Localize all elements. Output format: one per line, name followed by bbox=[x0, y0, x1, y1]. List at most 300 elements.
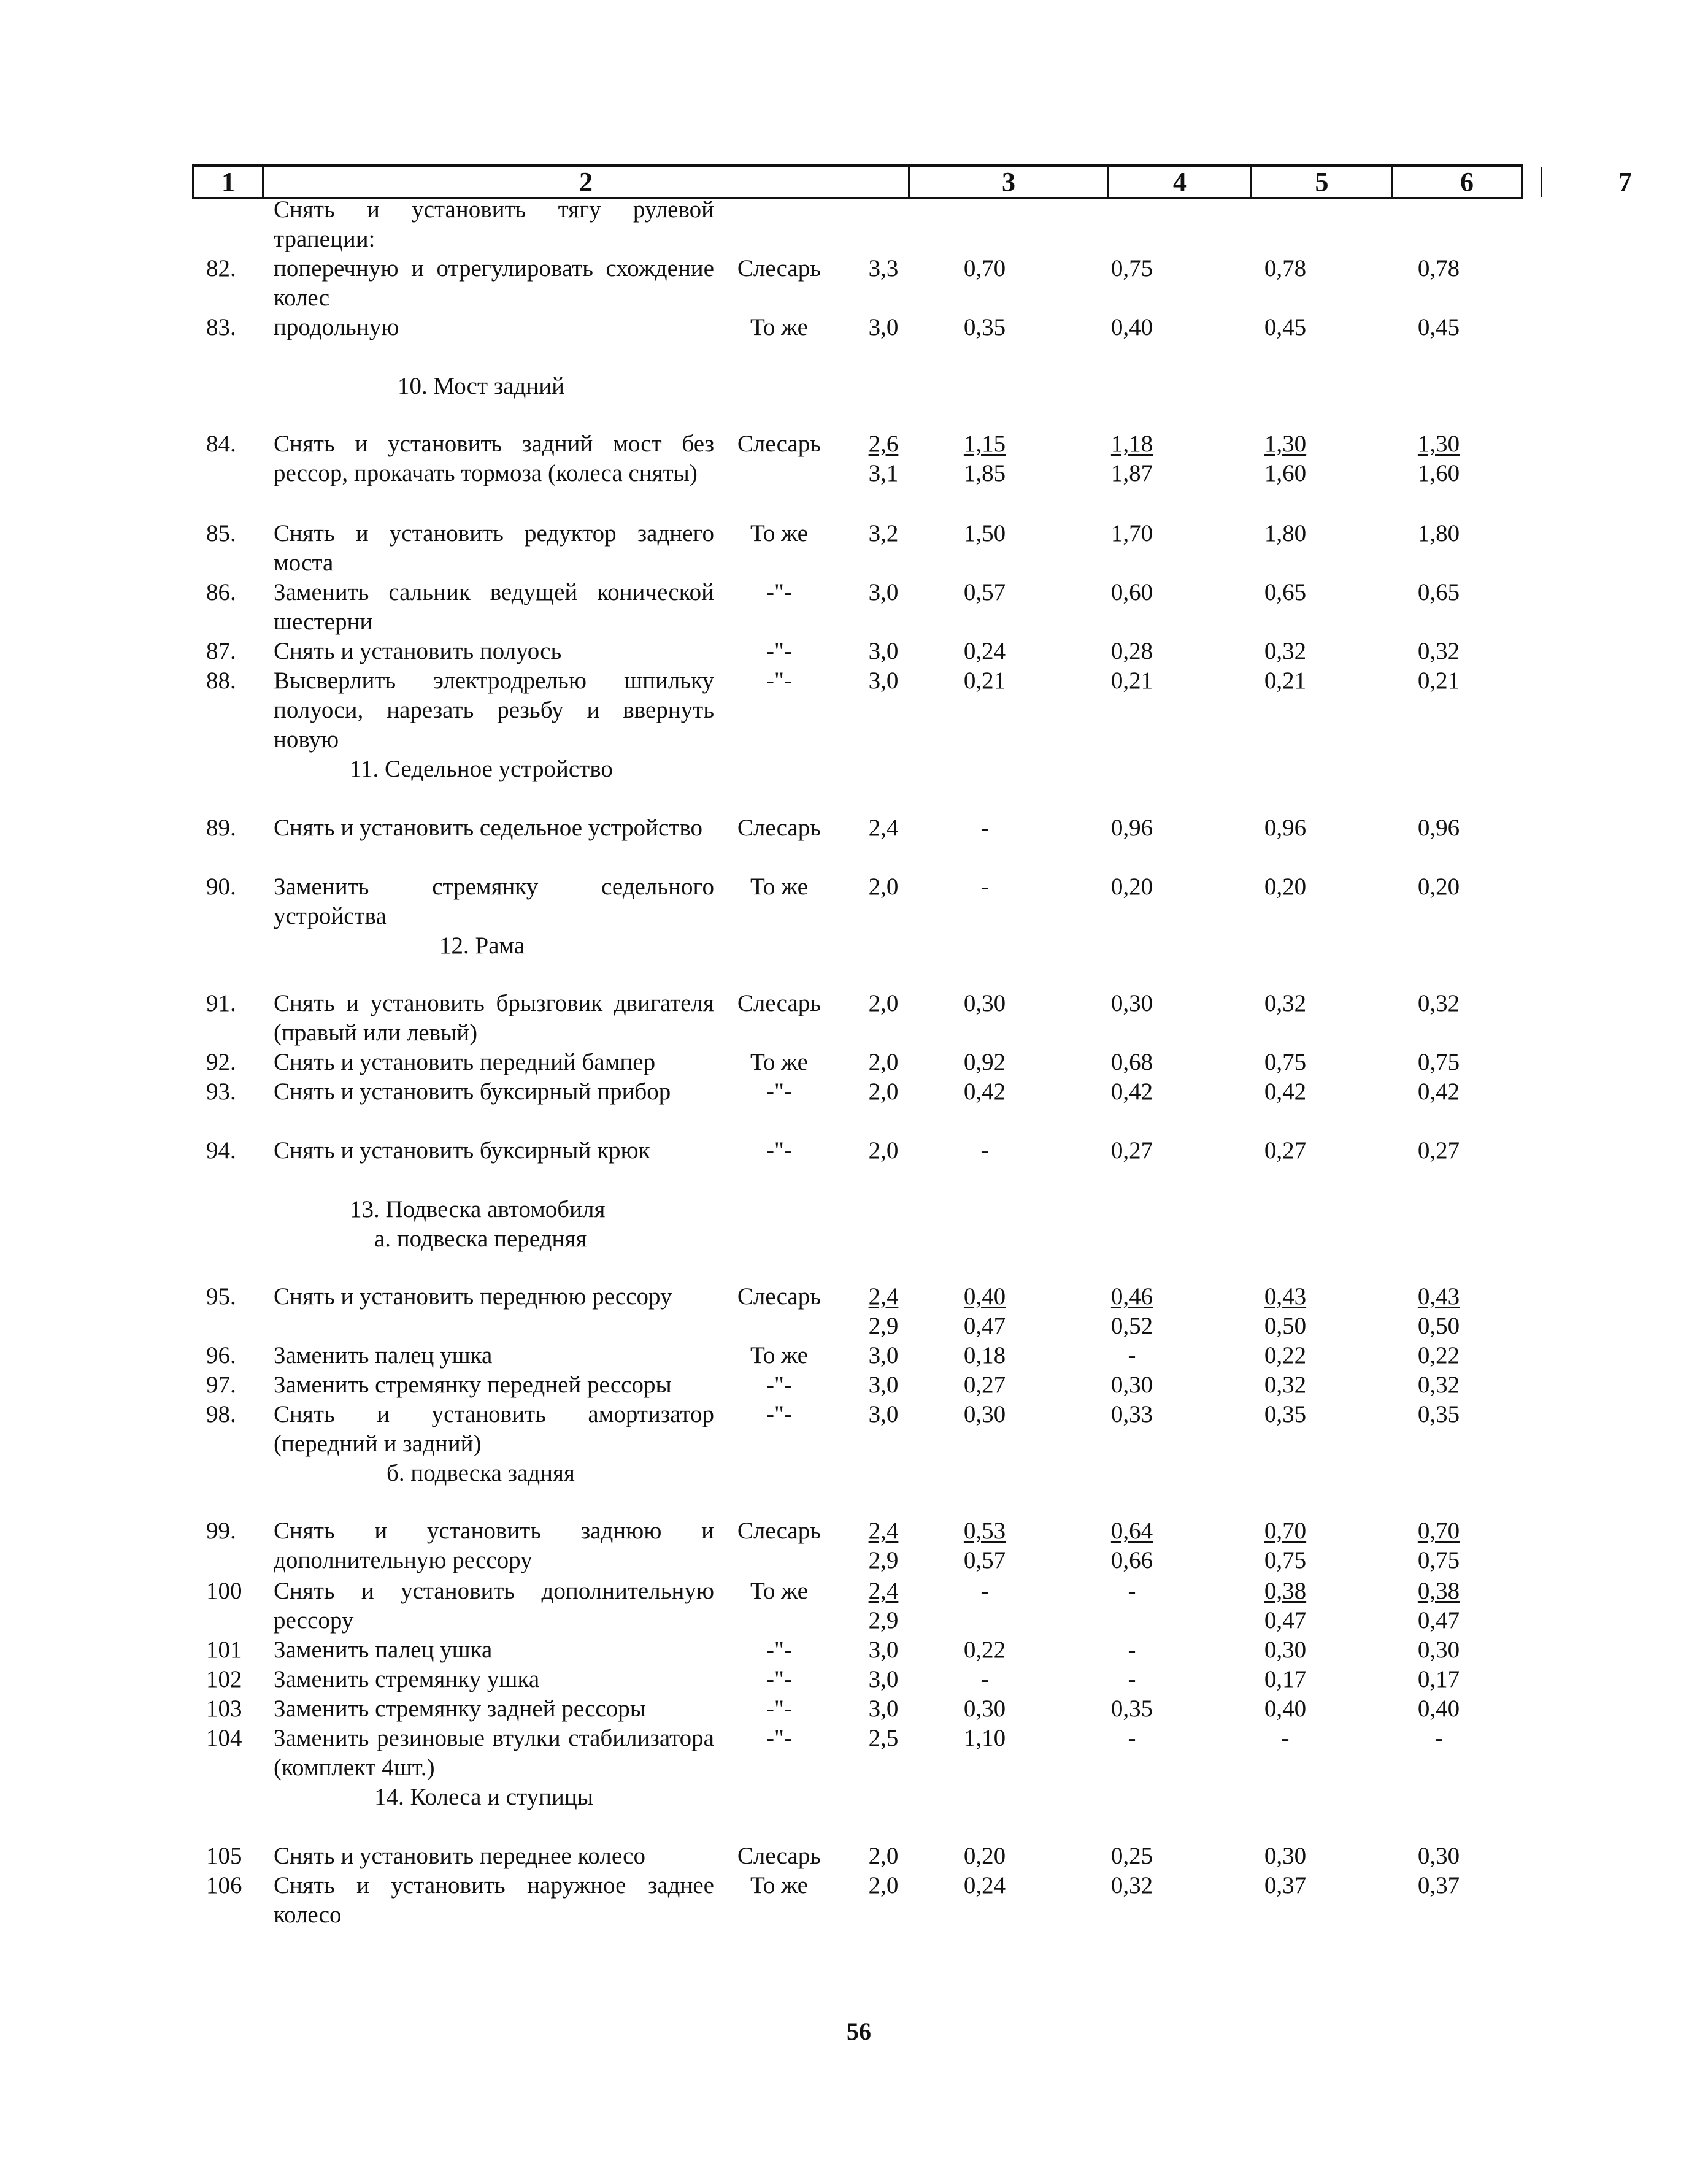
category-value bbox=[850, 578, 917, 607]
operation-description: Снять и установить седельное устройство bbox=[274, 815, 702, 841]
performer: Слесарь bbox=[737, 815, 821, 841]
row-number: 93. bbox=[206, 1078, 236, 1105]
cell-line: 0,40 bbox=[1417, 1695, 1460, 1722]
cell-line: 0,32 bbox=[1264, 1372, 1307, 1398]
norm-value bbox=[939, 1341, 1031, 1370]
norm-value bbox=[1086, 254, 1178, 283]
performer: -"- bbox=[766, 1372, 792, 1398]
cell-line: 0,32 bbox=[1264, 990, 1307, 1016]
category-value bbox=[850, 666, 917, 696]
cell-line: 3,3 bbox=[868, 255, 899, 282]
cell-line: 1,80 bbox=[1264, 520, 1307, 547]
norm-value bbox=[1086, 578, 1178, 607]
cell-line: 2,4 bbox=[868, 1283, 899, 1310]
cell-line: 0,52 bbox=[1110, 1313, 1153, 1339]
norm-value bbox=[1086, 1077, 1178, 1107]
cell-line: 1,60 bbox=[1264, 460, 1307, 486]
norm-value bbox=[1239, 313, 1331, 342]
cell-line: 0,50 bbox=[1264, 1313, 1307, 1339]
operation-description: Снять и установить брызговик двигателя (правый или левый) bbox=[274, 990, 714, 1046]
performer: Слесарь bbox=[737, 255, 821, 282]
norm-value bbox=[1239, 1341, 1331, 1370]
cell-line: 0,96 bbox=[1110, 815, 1153, 841]
cell-line: 0,64 bbox=[1110, 1518, 1153, 1544]
category-value bbox=[850, 1576, 917, 1635]
operation-description: Снять и установить редуктор заднего моста bbox=[274, 520, 714, 576]
cell-line: 0,37 bbox=[1264, 1872, 1307, 1899]
category-value bbox=[850, 519, 917, 548]
cell-line: 1,30 bbox=[1264, 431, 1307, 457]
cell-line: 3,0 bbox=[868, 1666, 899, 1692]
cell-line: 0,32 bbox=[1264, 638, 1307, 664]
norm-value bbox=[1239, 989, 1331, 1018]
cell-line: 0,92 bbox=[963, 1049, 1006, 1075]
norm-value bbox=[939, 1724, 1031, 1753]
cell-line: 0,30 bbox=[1264, 1637, 1307, 1663]
cell-line: 0,24 bbox=[963, 638, 1006, 664]
cell-line: 0,96 bbox=[1264, 815, 1307, 841]
operation-description: Снять и установить амортизатор (передний и задний) bbox=[274, 1401, 714, 1457]
cell-line: 1,70 bbox=[1110, 520, 1153, 547]
section-heading: 13. Подвеска автомобиля bbox=[350, 1196, 606, 1223]
row-number: 87. bbox=[206, 638, 236, 664]
norm-value bbox=[1393, 666, 1485, 696]
norm-value bbox=[1086, 429, 1178, 488]
norm-value bbox=[1393, 1694, 1485, 1724]
cell-line: 0,30 bbox=[1417, 1637, 1460, 1663]
cell-line: 0,21 bbox=[1417, 667, 1460, 694]
cell-line: 0,42 bbox=[1110, 1078, 1153, 1105]
cell-line: 0,78 bbox=[1417, 255, 1460, 282]
norm-value bbox=[1393, 1370, 1485, 1400]
norm-value bbox=[1086, 1841, 1178, 1871]
cell-line: 0,57 bbox=[963, 1547, 1006, 1573]
row-number: 86. bbox=[206, 579, 236, 605]
norm-value bbox=[1393, 1282, 1485, 1341]
cell-line: 0,30 bbox=[1417, 1843, 1460, 1869]
norm-value bbox=[939, 1282, 1031, 1341]
norm-value bbox=[1239, 1694, 1331, 1724]
cell-line: 0,20 bbox=[1417, 874, 1460, 900]
performer: -"- bbox=[766, 638, 792, 664]
cell-line: 0,35 bbox=[1110, 1695, 1153, 1722]
norm-value bbox=[1239, 1841, 1331, 1871]
performer: То же bbox=[750, 314, 808, 340]
norm-value bbox=[1239, 254, 1331, 283]
section-heading: 14. Колеса и ступицы bbox=[374, 1784, 593, 1810]
norm-value bbox=[1239, 1516, 1331, 1575]
performer: -"- bbox=[766, 1725, 792, 1751]
category-value bbox=[850, 1694, 917, 1724]
category-value bbox=[850, 1136, 917, 1165]
norm-value bbox=[939, 1400, 1031, 1429]
norm-value bbox=[1086, 313, 1178, 342]
operation-description: Заменить палец ушка bbox=[274, 1637, 493, 1663]
performer: То же bbox=[750, 1578, 808, 1604]
cell-line: 0,20 bbox=[963, 1843, 1006, 1869]
cell-line: 0,17 bbox=[1264, 1666, 1307, 1692]
performer: -"- bbox=[766, 667, 792, 694]
section-heading: 11. Седельное устройство bbox=[350, 756, 613, 782]
operation-description: продольную bbox=[274, 314, 399, 340]
norm-value bbox=[1086, 666, 1178, 696]
operation-description: Снять и установить переднюю рессору bbox=[274, 1283, 672, 1310]
row-number: 98. bbox=[206, 1401, 236, 1427]
cell-line: 0,43 bbox=[1264, 1283, 1307, 1310]
norm-value bbox=[939, 254, 1031, 283]
norm-value bbox=[939, 989, 1031, 1018]
cell-line: 0,30 bbox=[1110, 990, 1153, 1016]
norm-value bbox=[1239, 872, 1331, 902]
norm-value bbox=[1239, 1724, 1331, 1753]
cell-line: 0,21 bbox=[1110, 667, 1153, 694]
operation-description: Заменить резиновые втулки стабилизатора (комплект 4шт.) bbox=[274, 1725, 714, 1781]
norm-value bbox=[1393, 989, 1485, 1018]
row-number: 103 bbox=[206, 1695, 242, 1722]
cell-line: 3,0 bbox=[868, 1342, 899, 1369]
cell-line: - bbox=[980, 1578, 989, 1604]
norm-value bbox=[939, 813, 1031, 843]
category-value bbox=[850, 429, 917, 488]
norm-value bbox=[1086, 1665, 1178, 1694]
row-number: 88. bbox=[206, 667, 236, 694]
norm-value bbox=[1393, 872, 1485, 902]
cell-line: 3,0 bbox=[868, 579, 899, 605]
cell-line: 2,4 bbox=[868, 1578, 899, 1604]
operation-description: Заменить стремянку задней рессоры bbox=[274, 1695, 646, 1722]
category-value bbox=[850, 1724, 917, 1753]
norm-value bbox=[1086, 872, 1178, 902]
norm-value bbox=[939, 1871, 1031, 1900]
category-value bbox=[850, 1841, 917, 1871]
cell-line: 0,20 bbox=[1264, 874, 1307, 900]
row-number: 99. bbox=[206, 1518, 236, 1544]
row-number: 102 bbox=[206, 1666, 242, 1692]
norm-value bbox=[1393, 254, 1485, 283]
cell-line: 0,47 bbox=[963, 1313, 1006, 1339]
cell-line: 0,38 bbox=[1417, 1578, 1460, 1604]
norm-value bbox=[939, 1136, 1031, 1165]
cell-line: - bbox=[1128, 1725, 1136, 1751]
norm-value bbox=[939, 1077, 1031, 1107]
header-col-3: 3 bbox=[1002, 167, 1015, 197]
cell-line: 0,43 bbox=[1417, 1283, 1460, 1310]
cell-line: 3,0 bbox=[868, 638, 899, 664]
category-value bbox=[850, 1341, 917, 1370]
category-value bbox=[850, 1370, 917, 1400]
cell-line: 0,60 bbox=[1110, 579, 1153, 605]
cell-line: 0,32 bbox=[1110, 1872, 1153, 1899]
norm-value bbox=[1086, 1370, 1178, 1400]
norm-value bbox=[1393, 1724, 1485, 1753]
performer: Слесарь bbox=[737, 1843, 821, 1869]
norm-value bbox=[1086, 1136, 1178, 1165]
operation-description: Снять и установить буксирный крюк bbox=[274, 1137, 650, 1164]
row-number: 96. bbox=[206, 1342, 236, 1369]
category-value bbox=[850, 1635, 917, 1665]
norm-value bbox=[939, 666, 1031, 696]
cell-line: 3,0 bbox=[868, 314, 899, 340]
cell-line: 0,75 bbox=[1110, 255, 1153, 282]
cell-line: 0,27 bbox=[1110, 1137, 1153, 1164]
header-col-6: 6 bbox=[1460, 167, 1474, 197]
norm-value bbox=[1086, 813, 1178, 843]
performer: То же bbox=[750, 874, 808, 900]
performer: -"- bbox=[766, 1666, 792, 1692]
cell-line: 0,35 bbox=[963, 314, 1006, 340]
cell-line: 0,18 bbox=[963, 1342, 1006, 1369]
cell-line: 3,0 bbox=[868, 1695, 899, 1722]
cell-line: 1,60 bbox=[1417, 460, 1460, 486]
operation-description: Снять и установить буксирный прибор bbox=[274, 1078, 671, 1105]
row-number: 89. bbox=[206, 815, 236, 841]
cell-line: 2,5 bbox=[868, 1725, 899, 1751]
header-col-7: 7 bbox=[1618, 167, 1632, 197]
header-col-1: 1 bbox=[221, 167, 235, 197]
norm-value bbox=[1086, 1871, 1178, 1900]
norm-value bbox=[939, 1370, 1031, 1400]
cell-line: 0,22 bbox=[1417, 1342, 1460, 1369]
norm-value bbox=[939, 1576, 1031, 1606]
cell-line: 1,18 bbox=[1110, 431, 1153, 457]
operation-description: Снять и установить дополнительную рессору bbox=[274, 1578, 714, 1634]
operation-description: Снять и установить заднюю и дополнительную рессору bbox=[274, 1518, 714, 1573]
cell-line: 0,30 bbox=[963, 1401, 1006, 1427]
row-number: 100 bbox=[206, 1578, 242, 1604]
performer: -"- bbox=[766, 1637, 792, 1663]
norm-value bbox=[939, 1665, 1031, 1694]
cell-line: 0,27 bbox=[1417, 1137, 1460, 1164]
row-number: 92. bbox=[206, 1049, 236, 1075]
cell-line: 2,6 bbox=[868, 431, 899, 457]
cell-line: 0,75 bbox=[1264, 1547, 1307, 1573]
cell-line: 0,78 bbox=[1264, 255, 1307, 282]
row-number: 85. bbox=[206, 520, 236, 547]
cell-line: 3,2 bbox=[868, 520, 899, 547]
cell-line: - bbox=[980, 815, 989, 841]
cell-line: 0,70 bbox=[963, 255, 1006, 282]
row-number: 90. bbox=[206, 874, 236, 900]
norm-value bbox=[1239, 1136, 1331, 1165]
cell-line: 2,0 bbox=[868, 1872, 899, 1899]
performer: То же bbox=[750, 1872, 808, 1899]
cell-line: - bbox=[1128, 1637, 1136, 1663]
category-value bbox=[850, 872, 917, 902]
operation-description: Снять и установить передний бампер bbox=[274, 1049, 656, 1075]
norm-value bbox=[1393, 519, 1485, 548]
cell-line: - bbox=[1434, 1725, 1443, 1751]
category-value bbox=[850, 1048, 917, 1077]
cell-line: 0,40 bbox=[1264, 1695, 1307, 1722]
cell-line: 0,40 bbox=[1110, 314, 1153, 340]
performer: -"- bbox=[766, 1695, 792, 1722]
cell-line: 1,10 bbox=[963, 1725, 1006, 1751]
norm-value bbox=[1393, 1871, 1485, 1900]
cell-line: 1,87 bbox=[1110, 460, 1153, 486]
row-number: 82. bbox=[206, 255, 236, 282]
cell-line: 0,57 bbox=[963, 579, 1006, 605]
category-value bbox=[850, 813, 917, 843]
cell-line: 0,17 bbox=[1417, 1666, 1460, 1692]
row-number: 106 bbox=[206, 1872, 242, 1899]
operation-description: поперечную и отрегулировать схождение колес bbox=[274, 255, 714, 311]
section-heading: 12. Рама bbox=[439, 932, 525, 959]
row-number: 83. bbox=[206, 314, 236, 340]
cell-line: 0,46 bbox=[1110, 1283, 1153, 1310]
cell-line: 2,0 bbox=[868, 1137, 899, 1164]
cell-line: 3,1 bbox=[868, 460, 899, 486]
cell-line: - bbox=[980, 1666, 989, 1692]
norm-value bbox=[1393, 1077, 1485, 1107]
row-number: 94. bbox=[206, 1137, 236, 1164]
cell-line: 0,45 bbox=[1417, 314, 1460, 340]
cell-line: 0,65 bbox=[1264, 579, 1307, 605]
section-heading: а. подвеска передняя bbox=[374, 1226, 587, 1252]
cell-line: 0,30 bbox=[1110, 1372, 1153, 1398]
norm-value bbox=[939, 1048, 1031, 1077]
norm-value bbox=[1086, 1576, 1178, 1606]
norm-value bbox=[939, 578, 1031, 607]
operation-description: Снять и установить наружное заднее колесо bbox=[274, 1872, 714, 1928]
cell-line: 2,9 bbox=[868, 1607, 899, 1634]
cell-line: 0,28 bbox=[1110, 638, 1153, 664]
performer: -"- bbox=[766, 1078, 792, 1105]
performer: Слесарь bbox=[737, 431, 821, 457]
norm-value bbox=[939, 313, 1031, 342]
norm-value bbox=[939, 637, 1031, 666]
cell-line: 1,85 bbox=[963, 460, 1006, 486]
norm-value bbox=[939, 1635, 1031, 1665]
norm-value bbox=[1086, 1516, 1178, 1575]
cell-line: 0,70 bbox=[1417, 1518, 1460, 1544]
row-number: 104 bbox=[206, 1725, 242, 1751]
cell-line: 0,75 bbox=[1417, 1049, 1460, 1075]
norm-value bbox=[1239, 1370, 1331, 1400]
norm-value bbox=[939, 519, 1031, 548]
norm-value bbox=[1239, 813, 1331, 843]
cell-line: 0,53 bbox=[963, 1518, 1006, 1544]
cell-line: 3,0 bbox=[868, 1401, 899, 1427]
cell-line: 0,30 bbox=[963, 990, 1006, 1016]
norm-value bbox=[939, 1694, 1031, 1724]
category-value bbox=[850, 989, 917, 1018]
cell-line: 3,0 bbox=[868, 667, 899, 694]
operation-description: Снять и установить переднее колесо bbox=[274, 1843, 645, 1869]
cell-line: 0,25 bbox=[1110, 1843, 1153, 1869]
cell-line: 2,9 bbox=[868, 1547, 899, 1573]
performer: Слесарь bbox=[737, 1283, 821, 1310]
category-value bbox=[850, 1665, 917, 1694]
norm-value bbox=[1393, 1576, 1485, 1635]
cell-line: 0,22 bbox=[1264, 1342, 1307, 1369]
cell-line: 0,45 bbox=[1264, 314, 1307, 340]
norm-value bbox=[1086, 1282, 1178, 1341]
cell-line: 0,42 bbox=[1417, 1078, 1460, 1105]
norm-value bbox=[1239, 1576, 1331, 1635]
category-value bbox=[850, 1516, 917, 1575]
norm-value bbox=[1086, 1341, 1178, 1370]
cell-line: 0,42 bbox=[963, 1078, 1006, 1105]
norm-value bbox=[1393, 1048, 1485, 1077]
norm-value bbox=[939, 429, 1031, 488]
operation-description: Снять и установить тягу рулевой трапеции: bbox=[274, 196, 714, 252]
norm-value bbox=[1239, 519, 1331, 548]
row-number: 97. bbox=[206, 1372, 236, 1398]
cell-line: 0,66 bbox=[1110, 1547, 1153, 1573]
header-col-5: 5 bbox=[1315, 167, 1329, 197]
cell-line: 0,47 bbox=[1264, 1607, 1307, 1634]
cell-line: 0,30 bbox=[1264, 1843, 1307, 1869]
section-heading: б. подвеска задняя bbox=[387, 1460, 575, 1486]
cell-line: 0,47 bbox=[1417, 1607, 1460, 1634]
norm-value bbox=[1239, 637, 1331, 666]
cell-line: 0,32 bbox=[1417, 990, 1460, 1016]
cell-line: 2,0 bbox=[868, 874, 899, 900]
cell-line: 0,21 bbox=[1264, 667, 1307, 694]
norm-value bbox=[1393, 429, 1485, 488]
row-number: 84. bbox=[206, 431, 236, 457]
norm-value bbox=[1393, 813, 1485, 843]
category-value bbox=[850, 254, 917, 283]
norm-value bbox=[1239, 1400, 1331, 1429]
norm-value bbox=[1086, 519, 1178, 548]
norm-value bbox=[1086, 1635, 1178, 1665]
cell-line: 2,0 bbox=[868, 990, 899, 1016]
performer: -"- bbox=[766, 1401, 792, 1427]
cell-line: 0,96 bbox=[1417, 815, 1460, 841]
cell-line: 2,0 bbox=[868, 1078, 899, 1105]
norm-value bbox=[1239, 666, 1331, 696]
category-value bbox=[850, 637, 917, 666]
cell-line: 0,27 bbox=[963, 1372, 1006, 1398]
cell-line: 1,30 bbox=[1417, 431, 1460, 457]
category-value bbox=[850, 1077, 917, 1107]
cell-line: 1,50 bbox=[963, 520, 1006, 547]
cell-line: 2,0 bbox=[868, 1843, 899, 1869]
cell-line: 0,30 bbox=[963, 1695, 1006, 1722]
norm-value bbox=[1393, 1635, 1485, 1665]
category-value bbox=[850, 1871, 917, 1900]
cell-line: 0,22 bbox=[963, 1637, 1006, 1663]
performer: Слесарь bbox=[737, 1518, 821, 1544]
row-number: 101 bbox=[206, 1637, 242, 1663]
cell-line: 0,75 bbox=[1417, 1547, 1460, 1573]
cell-line: 0,24 bbox=[963, 1872, 1006, 1899]
cell-line: 2,9 bbox=[868, 1313, 899, 1339]
cell-line: - bbox=[980, 1137, 989, 1164]
cell-line: 0,38 bbox=[1264, 1578, 1307, 1604]
norm-value bbox=[1239, 1635, 1331, 1665]
norm-value bbox=[1239, 1077, 1331, 1107]
performer: То же bbox=[750, 1342, 808, 1369]
cell-line: 2,4 bbox=[868, 1518, 899, 1544]
header-col-2: 2 bbox=[579, 167, 593, 197]
performer: -"- bbox=[766, 579, 792, 605]
cell-line: 0,65 bbox=[1417, 579, 1460, 605]
cell-line: 0,35 bbox=[1264, 1401, 1307, 1427]
cell-line: 0,20 bbox=[1110, 874, 1153, 900]
header-col-4: 4 bbox=[1173, 167, 1187, 197]
cell-line: 0,35 bbox=[1417, 1401, 1460, 1427]
page-number: 56 bbox=[847, 2018, 871, 2045]
performer: -"- bbox=[766, 1137, 792, 1164]
operation-description: Заменить палец ушка bbox=[274, 1342, 493, 1369]
norm-value bbox=[939, 872, 1031, 902]
cell-line: 0,70 bbox=[1264, 1518, 1307, 1544]
norm-value bbox=[1239, 1048, 1331, 1077]
table-header bbox=[192, 164, 1632, 199]
cell-line: - bbox=[980, 874, 989, 900]
